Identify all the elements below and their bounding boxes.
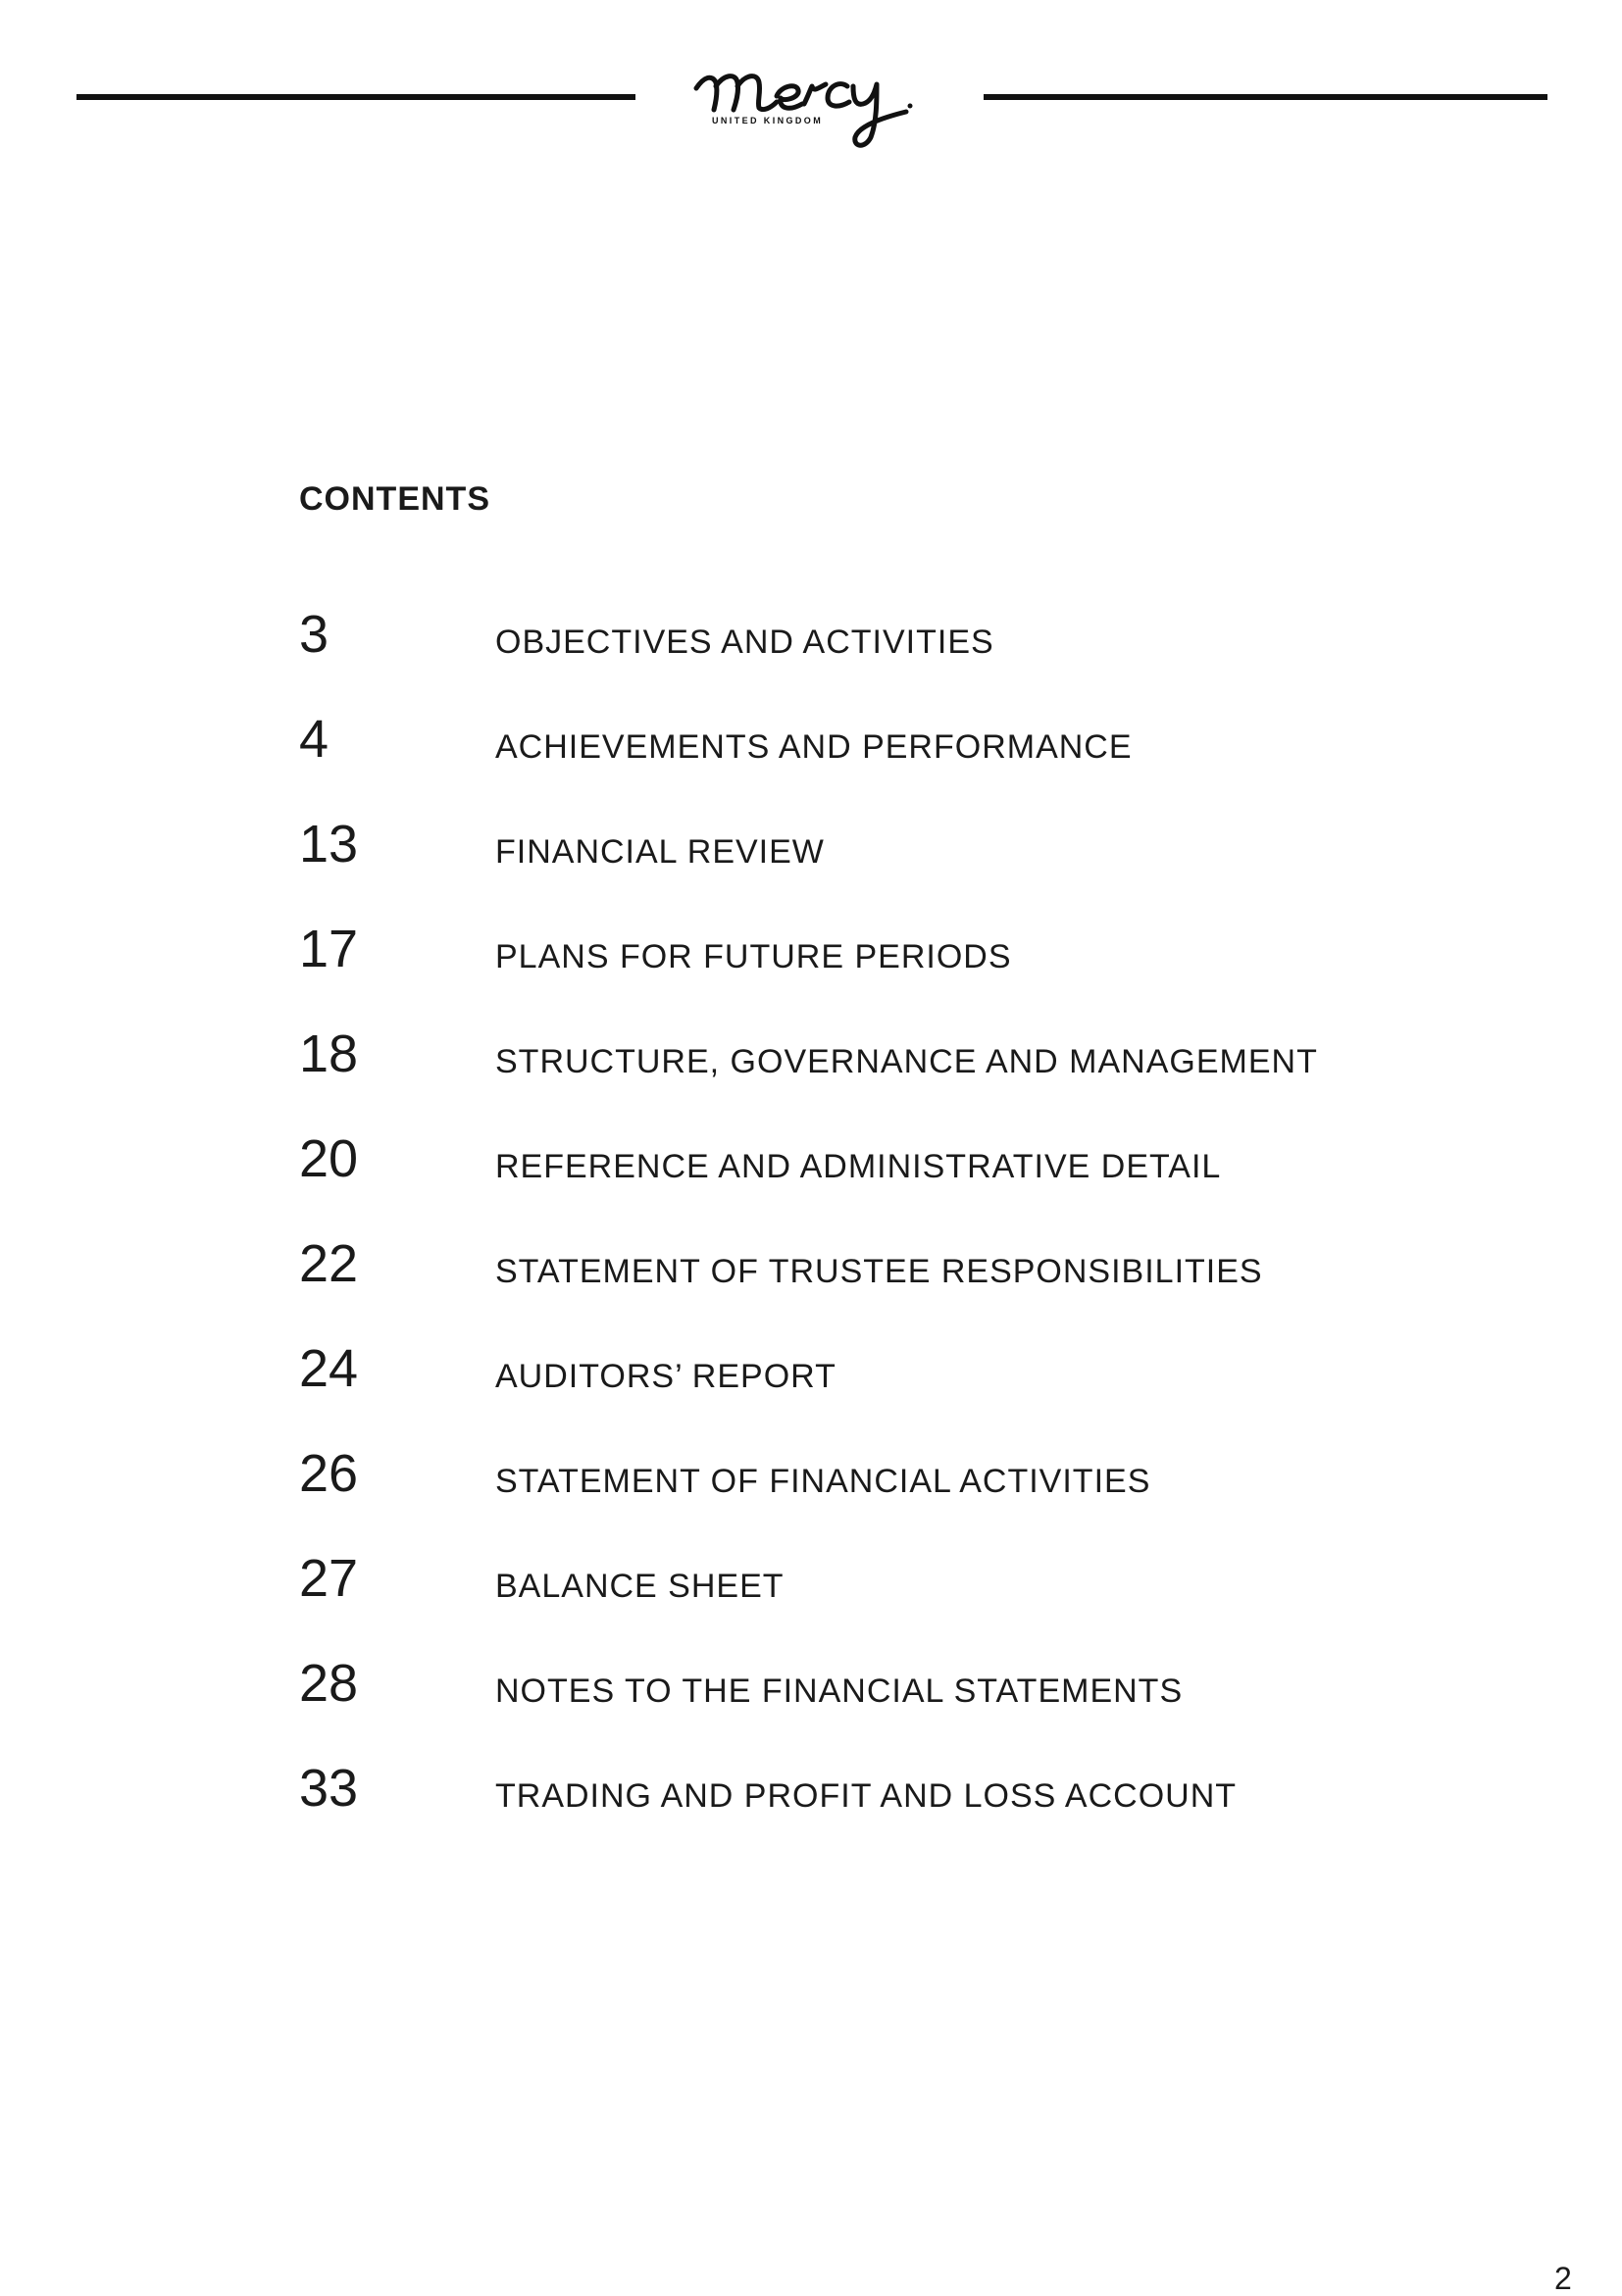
toc-item[interactable] <box>299 705 1476 810</box>
toc-item[interactable] <box>299 1439 1476 1544</box>
toc-label: AUDITORS’ REPORT <box>495 1358 836 1395</box>
toc-page-number: 26 <box>299 1444 359 1503</box>
toc-page-number: 24 <box>299 1339 359 1398</box>
toc-label: REFERENCE AND ADMINISTRATIVE DETAIL <box>495 1148 1222 1185</box>
toc-label: STATEMENT OF TRUSTEE RESPONSIBILITIES <box>495 1253 1263 1290</box>
table-of-contents <box>299 600 1476 1859</box>
toc-page-number: 17 <box>299 920 359 978</box>
toc-label: NOTES TO THE FINANCIAL STATEMENTS <box>495 1672 1184 1710</box>
page-header <box>0 0 1622 167</box>
toc-item[interactable] <box>299 1334 1476 1439</box>
contents-title: CONTENTS <box>299 480 490 518</box>
toc-page-number: 4 <box>299 710 329 769</box>
logo-subtext: UNITED KINGDOM <box>712 116 824 125</box>
toc-item[interactable] <box>299 810 1476 915</box>
toc-item[interactable] <box>299 1229 1476 1334</box>
toc-page-number: 28 <box>299 1654 359 1713</box>
toc-label: STATEMENT OF FINANCIAL ACTIVITIES <box>495 1463 1151 1500</box>
page-number: 2 <box>1554 2261 1572 2296</box>
toc-item[interactable] <box>299 1020 1476 1124</box>
toc-page-number: 33 <box>299 1759 359 1818</box>
toc-item[interactable] <box>299 1649 1476 1754</box>
toc-label: FINANCIAL REVIEW <box>495 833 825 871</box>
toc-label: OBJECTIVES AND ACTIVITIES <box>495 624 994 661</box>
toc-page-number: 22 <box>299 1234 359 1293</box>
toc-label: BALANCE SHEET <box>495 1568 785 1605</box>
toc-item[interactable] <box>299 1544 1476 1649</box>
toc-item[interactable] <box>299 915 1476 1020</box>
toc-page-number: 3 <box>299 605 329 664</box>
toc-label: PLANS FOR FUTURE PERIODS <box>495 938 1012 975</box>
toc-label: TRADING AND PROFIT AND LOSS ACCOUNT <box>495 1777 1238 1815</box>
mercy-logo <box>686 47 932 155</box>
toc-page-number: 18 <box>299 1024 359 1083</box>
toc-item[interactable] <box>299 1754 1476 1859</box>
toc-label: STRUCTURE, GOVERNANCE AND MANAGEMENT <box>495 1043 1318 1080</box>
header-rule-right <box>984 94 1547 100</box>
toc-page-number: 20 <box>299 1129 359 1188</box>
toc-item[interactable] <box>299 600 1476 705</box>
toc-page-number: 13 <box>299 815 359 873</box>
mercy-logo-icon <box>686 47 932 155</box>
toc-label: ACHIEVEMENTS AND PERFORMANCE <box>495 728 1133 766</box>
toc-item[interactable] <box>299 1124 1476 1229</box>
toc-page-number: 27 <box>299 1549 359 1608</box>
header-rule-left <box>76 94 635 100</box>
